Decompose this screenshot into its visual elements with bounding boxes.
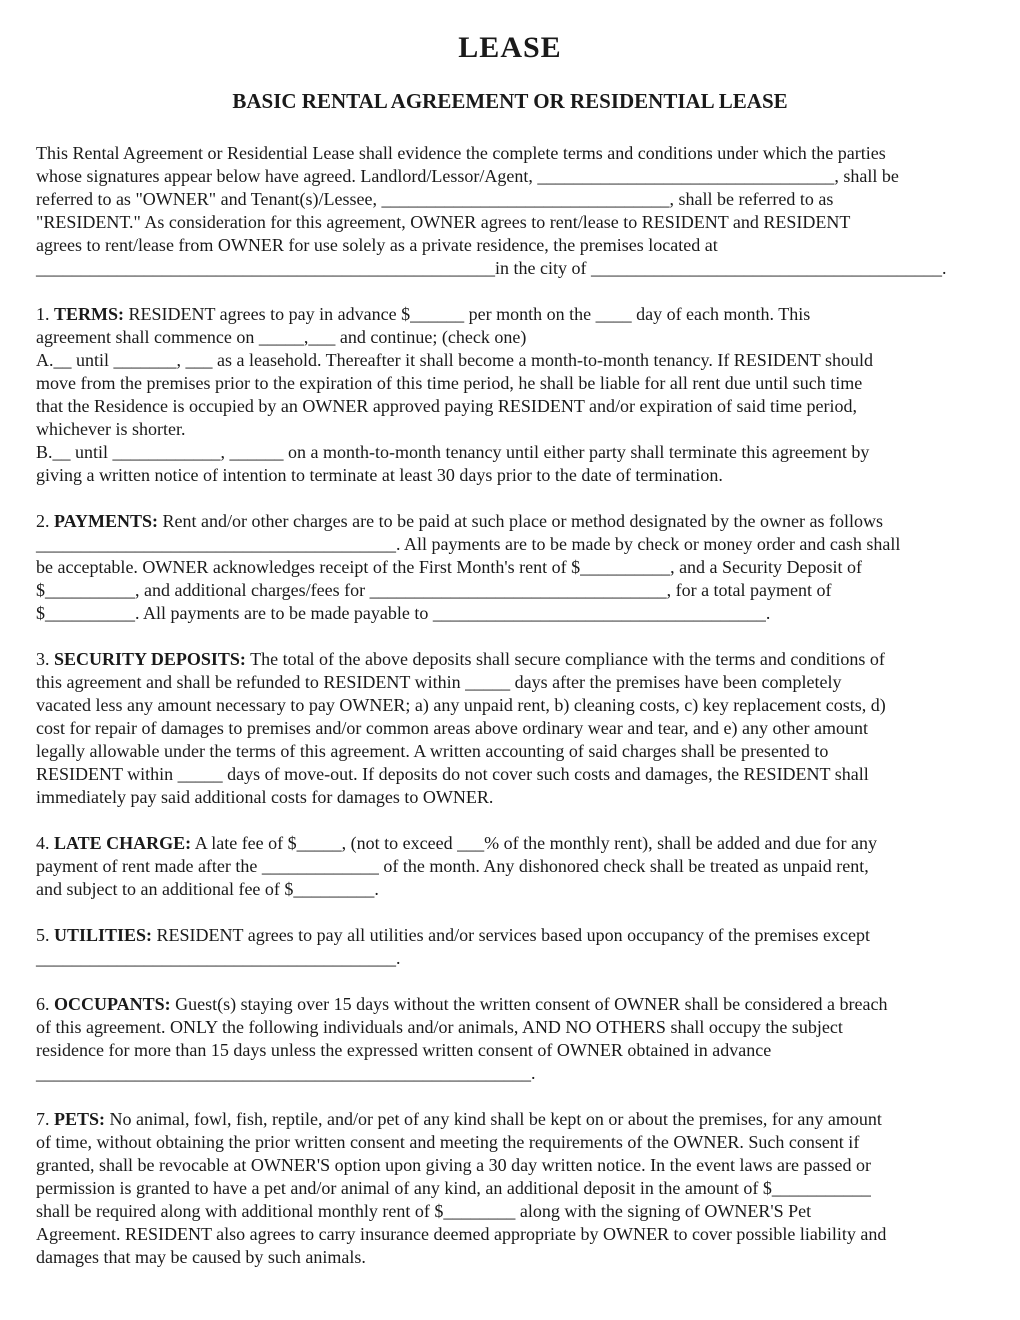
section-first-line (36, 510, 984, 533)
doc-line: legally allowable under the terms of this agreement. A written accounting of said charges shall be presented to (36, 741, 829, 761)
section-heading: PAYMENTS: (54, 511, 159, 531)
doc-line: whose signatures appear below have agreed. Landlord/Lessor/Agent, _________________________________, shall be (36, 166, 899, 186)
doc-line: residence for more than 15 days unless the expressed written consent of OWNER obtained in advance (36, 1040, 772, 1060)
section-text: RESIDENT agrees to pay all utilities and/or services based upon occupancy of the premises except (156, 925, 870, 945)
section-occupants (36, 993, 984, 1085)
doc-line: $__________, and additional charges/fees for _________________________________, for a total payment of (36, 580, 832, 600)
doc-line: granted, shall be revocable at OWNER'S option upon giving a 30 day written notice. In the event laws are passed or (36, 1155, 872, 1175)
section-heading: UTILITIES: (54, 925, 153, 945)
section-text: The total of the above deposits shall secure compliance with the terms and conditions of (250, 649, 885, 669)
section-text: No animal, fowl, fish, reptile, and/or pet of any kind shall be kept on or about the premises, for any amount (109, 1109, 882, 1129)
section-pets (36, 1108, 984, 1269)
doc-line: cost for repair of damages to premises and/or common areas above ordinary wear and tear, and e) any other amount (36, 718, 868, 738)
section-first-line (36, 1108, 984, 1131)
section-first-line (36, 832, 984, 855)
doc-line: this agreement and shall be refunded to RESIDENT within _____ days after the premises have been completely (36, 672, 842, 692)
page-subtitle: BASIC RENTAL AGREEMENT OR RESIDENTIAL LEASE (232, 89, 788, 113)
section-number: 1. (36, 304, 50, 324)
doc-line: move from the premises prior to the expiration of this time period, he shall be liable for all rent due until such time (36, 373, 863, 393)
section-terms (36, 303, 984, 487)
section-number: 6. (36, 994, 50, 1014)
section-first-line (36, 993, 984, 1016)
doc-line: Agreement. RESIDENT also agrees to carry insurance deemed appropriate by OWNER to cover possible liability and (36, 1224, 887, 1244)
section-heading: PETS: (54, 1109, 106, 1129)
doc-line: whichever is shorter. (36, 419, 186, 439)
doc-line: $__________. All payments are to be made payable to _____________________________________. (36, 603, 771, 623)
doc-line: _______________________________________________________. (36, 1063, 536, 1083)
doc-line: "RESIDENT." As consideration for this agreement, OWNER agrees to rent/lease to RESIDENT and RESIDENT (36, 212, 851, 232)
section-late-charge (36, 832, 984, 901)
section-security-deposits (36, 648, 984, 809)
doc-line: ___________________________________________________in the city of _______________________________________. (36, 258, 947, 278)
doc-line: ________________________________________. (36, 948, 401, 968)
section-number: 4. (36, 833, 50, 853)
section-first-line (36, 648, 984, 671)
section-text: RESIDENT agrees to pay in advance $______ per month on the ____ day of each month. This (128, 304, 811, 324)
section-number: 2. (36, 511, 50, 531)
doc-line: and subject to an additional fee of $_________. (36, 879, 379, 899)
doc-line: agrees to rent/lease from OWNER for use solely as a private residence, the premises located at (36, 235, 718, 255)
doc-line: that the Residence is occupied by an OWNER approved paying RESIDENT and/or expiration of said time period, (36, 396, 857, 416)
section-text: A late fee of $_____, (not to exceed ___% of the monthly rent), shall be added and due for any (194, 833, 877, 853)
doc-line: This Rental Agreement or Residential Lease shall evidence the complete terms and conditions under which the parties (36, 143, 886, 163)
doc-line: be acceptable. OWNER acknowledges receipt of the First Month's rent of $__________, and a Security Deposit of (36, 557, 863, 577)
section-heading: LATE CHARGE: (54, 833, 192, 853)
section-text: Guest(s) staying over 15 days without the written consent of OWNER shall be considered a breach (175, 994, 888, 1014)
doc-line: B.__ until ____________, ______ on a month-to-month tenancy until either party shall terminate this agreement by (36, 442, 870, 462)
section-heading: SECURITY DEPOSITS: (54, 649, 246, 669)
intro-paragraph (36, 142, 984, 280)
doc-line: payment of rent made after the _____________ of the month. Any dishonored check shall be treated as unpaid rent, (36, 856, 869, 876)
section-heading: TERMS: (54, 304, 125, 324)
section-text: Rent and/or other charges are to be paid at such place or method designated by the owner as follows (162, 511, 883, 531)
section-number: 5. (36, 925, 50, 945)
doc-line: permission is granted to have a pet and/or animal of any kind, an additional deposit in the amount of $___________ (36, 1178, 871, 1198)
doc-line: of this agreement. ONLY the following individuals and/or animals, AND NO OTHERS shall occupy the subject (36, 1017, 843, 1037)
doc-line: giving a written notice of intention to terminate at least 30 days prior to the date of termination. (36, 465, 723, 485)
section-payments (36, 510, 984, 625)
doc-line: vacated less any amount necessary to pay OWNER; a) any unpaid rent, b) cleaning costs, c) key replacement costs, d) (36, 695, 886, 715)
doc-line: damages that may be caused by such animals. (36, 1247, 366, 1267)
doc-line: referred to as "OWNER" and Tenant(s)/Lessee, ________________________________, shall be referred to as (36, 189, 834, 209)
doc-line: ________________________________________. All payments are to be made by check or money order and cash shall (36, 534, 901, 554)
doc-line: of time, without obtaining the prior written consent and meeting the requirements of the OWNER. Such consent if (36, 1132, 860, 1152)
section-utilities (36, 924, 984, 970)
doc-line: immediately pay said additional costs for damages to OWNER. (36, 787, 494, 807)
section-first-line (36, 924, 984, 947)
doc-line: shall be required along with additional monthly rent of $________ along with the signing of OWNER'S Pet (36, 1201, 812, 1221)
doc-line: A.__ until _______, ___ as a leasehold. Thereafter it shall become a month-to-month tenancy. If RESIDENT should (36, 350, 873, 370)
doc-line: agreement shall commence on _____,___ and continue; (check one) (36, 327, 527, 347)
doc-line: RESIDENT within _____ days of move-out. If deposits do not cover such costs and damages, the RESIDENT shall (36, 764, 869, 784)
page-title: LEASE (458, 31, 562, 64)
section-number: 3. (36, 649, 50, 669)
section-number: 7. (36, 1109, 50, 1129)
section-heading: OCCUPANTS: (54, 994, 171, 1014)
section-first-line (36, 303, 984, 326)
